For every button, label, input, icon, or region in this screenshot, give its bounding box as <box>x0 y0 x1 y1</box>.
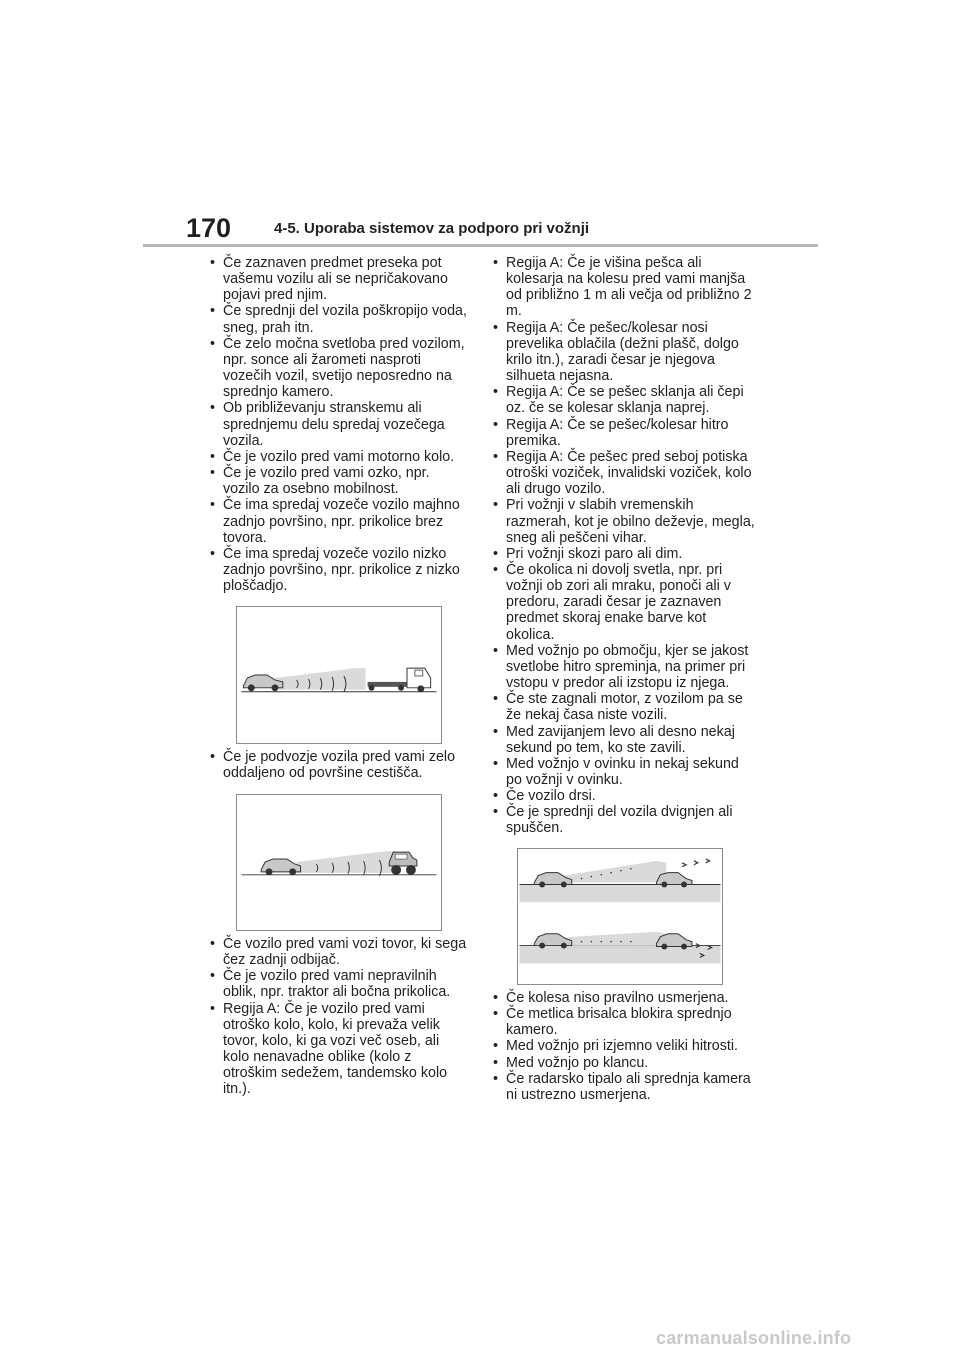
list-item: • Če vozilo pred vami vozi tovor, ki sega čez zadnji odbijač. <box>207 936 469 968</box>
list-item: • Med vožnjo pri izjemno veliki hitrosti. <box>490 1038 756 1054</box>
left-column-list-a <box>207 255 469 594</box>
list-item: • Če kolesa niso pravilno usmerjena. <box>490 990 756 1006</box>
page-number: 170 <box>186 213 232 243</box>
list-item: • Med vožnjo po klancu. <box>490 1055 756 1071</box>
list-item: • Regija A: Če pešec pred seboj potiska otroški voziček, invalidski voziček, kolo ali drugo vozilo. <box>490 449 756 497</box>
figure-2-drawing <box>237 795 441 930</box>
list-item: • Če ste zagnali motor, z vozilom pa se že nekaj časa niste vozili. <box>490 691 756 723</box>
list-item: • Regija A: Če je višina pešca ali kolesarja na kolesu pred vami manjša od približno 1 m ali večja od približno 2 m. <box>490 255 756 320</box>
figure-3-drawing <box>518 849 722 984</box>
footer-watermark: carmanualsonline.info <box>656 1328 852 1348</box>
list-item: • Ob približevanju stranskemu ali sprednjemu delu spredaj vozečega vozila. <box>207 400 469 448</box>
list-item: • Če radarsko tipalo ali sprednja kamera ni ustrezno usmerjena. <box>490 1071 756 1103</box>
list-item: • Če zelo močna svetloba pred vozilom, npr. sonce ali žarometi nasproti vozečih vozil, svetijo neposredno na sprednjo kamero. <box>207 336 469 401</box>
right-column-list-a <box>490 255 756 837</box>
list-item: • Med zavijanjem levo ali desno nekaj sekund po tem, ko ste zavili. <box>490 724 756 756</box>
left-column-list-b <box>207 749 469 781</box>
list-item: • Med vožnjo v ovinku in nekaj sekund po vožnji v ovinku. <box>490 756 756 788</box>
list-item: • Če zaznaven predmet preseka pot vašemu vozilu ali se nepričakovano pojavi pred njim. <box>207 255 469 303</box>
list-item: • Če vozilo drsi. <box>490 788 756 804</box>
list-item: • Če je vozilo pred vami nepravilnih oblik, npr. traktor ali bočna prikolica. <box>207 968 469 1000</box>
list-item: • Regija A: Če se pešec/kolesar hitro premika. <box>490 417 756 449</box>
list-item: • Pri vožnji v slabih vremenskih razmerah, kot je obilno deževje, megla, sneg ali peščeni vihar. <box>490 497 756 545</box>
list-item: • Regija A: Če pešec/kolesar nosi prevelika oblačila (dežni plašč, dolgo krilo itn.), zaradi česar je njegova silhueta nejasna. <box>490 320 756 385</box>
list-item: • Med vožnjo po območju, kjer se jakost svetlobe hitro spreminja, na primer pri vstopu v predor ali izstopu iz njega. <box>490 643 756 691</box>
list-item: • Regija A: Če se pešec sklanja ali čepi oz. če se kolesar sklanja naprej. <box>490 384 756 416</box>
list-item: • Če je podvozje vozila pred vami zelo oddaljeno od površine cestišča. <box>207 749 469 781</box>
list-item: • Če okolica ni dovolj svetla, npr. pri vožnji ob zori ali mraku, ponoči ali v predoru, zaradi česar je zaznaven predmet skoraj enake barve kot okolica. <box>490 562 756 643</box>
sloped-road-figure <box>517 848 723 985</box>
list-item: • Če je vozilo pred vami ozko, npr. vozilo za osebno mobilnost. <box>207 465 469 497</box>
figure-1-drawing <box>237 607 441 743</box>
list-item: • Če je sprednji del vozila dvignjen ali spuščen. <box>490 804 756 836</box>
list-item: • Regija A: Če je vozilo pred vami otroško kolo, kolo, ki prevaža velik tovor, kolo, ki ga vozi več oseb, ali kolo nenavadne oblike (kolo z otroškim sedežem, tandemsko kolo itn.). <box>207 1001 469 1098</box>
left-column-list-c <box>207 936 469 1098</box>
list-item: • Če ima spredaj vozeče vozilo nizko zadnjo površino, npr. prikolice z nizko ploščadjo. <box>207 546 469 594</box>
list-item: • Če ima spredaj vozeče vozilo majhno zadnjo površino, npr. prikolice brez tovora. <box>207 497 469 545</box>
section-title: 4-5. Uporaba sistemov za podporo pri vožnji <box>274 220 590 237</box>
list-item: • Če je vozilo pred vami motorno kolo. <box>207 449 469 465</box>
high-clearance-vehicle-figure <box>236 794 442 931</box>
right-column-list-b <box>490 990 756 1103</box>
header-divider <box>143 244 818 247</box>
list-item: • Če sprednji del vozila poškropijo voda, sneg, prah itn. <box>207 303 469 335</box>
truck-low-platform-figure <box>236 606 442 744</box>
list-item: • Pri vožnji skozi paro ali dim. <box>490 546 756 562</box>
list-item: • Če metlica brisalca blokira sprednjo kamero. <box>490 1006 756 1038</box>
